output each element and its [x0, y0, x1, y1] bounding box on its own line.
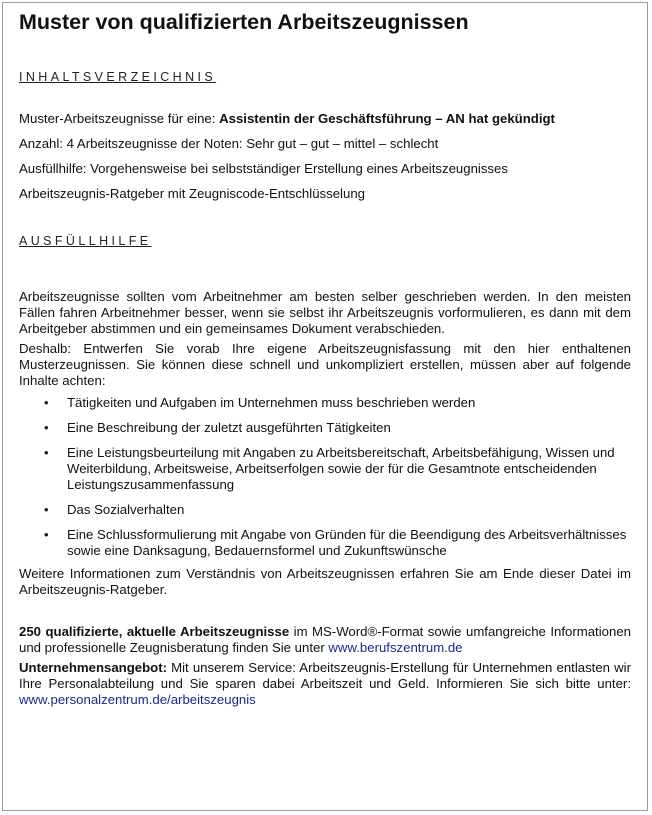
offer-berufszentrum: [19, 624, 631, 656]
berufszentrum-link[interactable]: www.berufszentrum.de: [328, 640, 463, 655]
list-item: [19, 445, 631, 493]
bullet-icon: •: [44, 527, 49, 542]
info-anzahl: Anzahl: 4 Arbeitszeugnisse der Noten: Sehr gut – gut – mittel – schlecht: [19, 136, 439, 151]
offer-text: Mit unserem Service: Arbeitszeugnis-Erstellung für Unternehmen entlasten wir Ihre Personalabteilung und Sie sparen dabei Arbeitszeit und Geld. Informieren Sie sich bitte unter:: [19, 660, 631, 691]
paragraph-weitere: Weitere Informationen zum Verständnis von Arbeitszeugnissen erfahren Sie am Ende dieser Datei im Arbeitszeugnis-Ratgeber.: [19, 566, 631, 597]
offer-personalzentrum: [19, 660, 631, 708]
list-item: [19, 420, 631, 436]
bullet-icon: •: [44, 445, 49, 460]
list-item: [19, 527, 631, 559]
document-title: Muster von qualifizierten Arbeitszeugnissen: [19, 10, 469, 34]
info-muster: [19, 111, 631, 127]
requirements-list: [19, 395, 631, 559]
paragraph-deshalb: Deshalb: Entwerfen Sie vorab Ihre eigene Arbeitszeugnisfassung mit den hier enthaltenen Musterzeugnissen. Sie können diese schnell und unkompliziert erstellen, müssen aber auf folgende Inhalte achten:: [19, 341, 631, 388]
info-ausfuellhilfe: Ausfüllhilfe: Vorgehensweise bei selbstständiger Erstellung eines Arbeitszeugnisses: [19, 161, 508, 176]
offer-text: im MS-Word®-Format sowie umfangreiche Informationen und professionelle Zeugnisberatung finden Sie unter: [19, 624, 631, 655]
fill-heading: AUSFÜLLHILFE: [19, 234, 152, 248]
list-item-text: Das Sozialverhalten: [67, 502, 185, 517]
list-item: [19, 502, 631, 518]
bullet-icon: •: [44, 395, 49, 410]
offer-bold: Unternehmensangebot:: [19, 660, 168, 675]
list-item-text: Tätigkeiten und Aufgaben im Unternehmen muss beschrieben werden: [67, 395, 476, 410]
info-muster-label: Muster-Arbeitszeugnisse für eine:: [19, 111, 220, 126]
info-ratgeber: Arbeitszeugnis-Ratgeber mit Zeugniscode-Entschlüsselung: [19, 186, 365, 201]
info-muster-value: Assistentin der Geschäftsführung – AN hat gekündigt: [219, 111, 555, 126]
document-info: [19, 111, 631, 202]
personalzentrum-link[interactable]: www.personalzentrum.de/arbeitszeugnis: [19, 692, 256, 707]
bullet-icon: •: [44, 420, 49, 435]
list-item-text: Eine Leistungsbeurteilung mit Angaben zu Arbeitsbereitschaft, Arbeitsbefähigung, Wissen und Weiterbildung, Arbeitsweise, Arbeitserfolgen sowie der für die Gesamtnote entscheidenden Leistungszusammenfassung: [67, 445, 615, 492]
list-item-text: Eine Schlussformulierung mit Angabe von Gründen für die Beendigung des Arbeitsverhältnisses sowie eine Danksagung, Bedauernsformel und Zukunftswünsche: [67, 527, 627, 558]
offer-bold: 250 qualifizierte, aktuelle Arbeitszeugnisse: [19, 624, 290, 639]
toc-heading: INHALTSVERZEICHNIS: [19, 70, 217, 84]
paragraph-intro: Arbeitszeugnisse sollten vom Arbeitnehmer am besten selber geschrieben werden. In den meisten Fällen fahren Arbeitnehmer besser, wenn sie selbst ihr Arbeitszeugnis vorformulieren, es dann mit dem Arbeitgeber abstimmen und ein gemeinsames Dokument verabschieden.: [19, 289, 631, 336]
document-page: [2, 2, 648, 811]
list-item: [19, 395, 631, 411]
list-item-text: Eine Beschreibung der zuletzt ausgeführten Tätigkeiten: [67, 420, 391, 435]
fill-section: [19, 289, 631, 598]
bullet-icon: •: [44, 502, 49, 517]
